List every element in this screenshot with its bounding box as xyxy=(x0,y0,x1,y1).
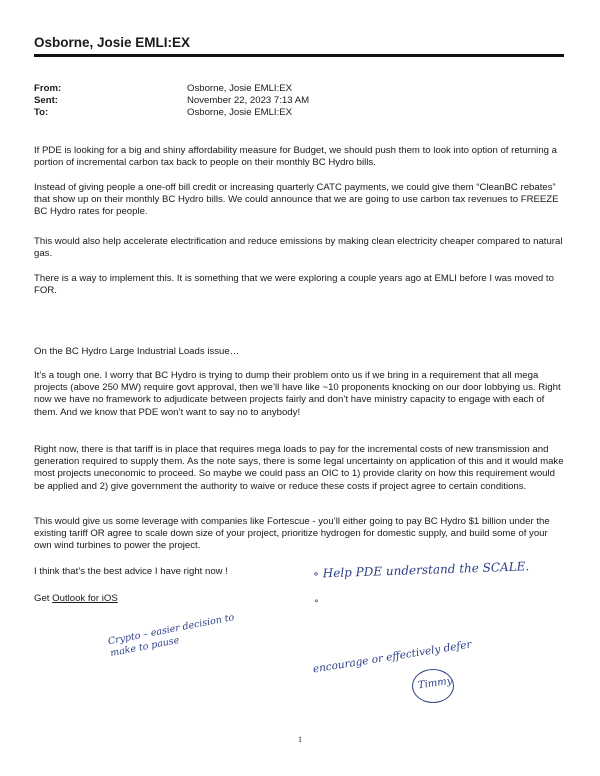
body-paragraph: On the BC Hydro Large Industrial Loads issue… xyxy=(34,346,240,357)
header-value: November 22, 2023 7:13 AM xyxy=(187,95,310,106)
signature-line xyxy=(34,593,234,605)
handwritten-note: ∘ Help PDE understand the SCALE. xyxy=(312,559,530,581)
header-value: Osborne, Josie EMLI:EX xyxy=(187,83,293,94)
page-number: 1 xyxy=(298,735,302,744)
body-paragraph: Instead of giving people a one-off bill credit or increasing quarterly CATC payments, we could give them “CleanBC rebates” that show up on their monthly BC Hydro bills. We could announce that we are going to use carbon tax revenues to FREEZE BC Hydro rates for people. xyxy=(34,182,559,218)
header-row-sent xyxy=(34,95,574,107)
body-paragraph: It’s a tough one. I worry that BC Hydro is trying to dump their problem onto us if we bring in a requirement that all mega projects (above 250 MW) require govt approval, then we’ll have like ~10 proponents knocking on our door lobbying us. Right now we have no framework to adjudicate between projects fairly and don’t have ministry capacity to engage with each of them. And we know that PDE won’t want to say no to anybody! xyxy=(34,370,561,418)
header-row-to xyxy=(34,107,574,119)
outlook-ios-link[interactable]: Outlook for iOS xyxy=(52,593,118,604)
body-paragraph: I think that’s the best advice I have right now ! xyxy=(34,566,228,577)
header-key: Sent: xyxy=(34,95,58,106)
handwritten-initials-circle xyxy=(412,669,454,703)
body-paragraph: This would also help accelerate electrification and reduce emissions by making clean electricity cheaper compared to natural gas. xyxy=(34,236,563,260)
signature-prefix: Get xyxy=(34,593,53,604)
body-paragraph: Right now, there is that tariff is in place that requires mega loads to pay for the incremental costs of new transmission and generation required to supply them. As the note says, there is some legal uncertainty on application of this and it would make most projects uneconomic to proceed. So maybe we could pass an OIC to 1) provide clarity on how this requirement would be applied and 2) give government the authority to waive or reduce these costs if project agree to certain conditions. xyxy=(34,444,564,492)
handwritten-initials: Timmy xyxy=(417,675,454,692)
header-key: From: xyxy=(34,83,62,94)
header-row-from xyxy=(34,83,574,95)
header-value: Osborne, Josie EMLI:EX xyxy=(187,107,293,118)
body-paragraph: If PDE is looking for a big and shiny affordability measure for Budget, we should push them to look into option of returning a portion of incremental carbon tax back to people on their monthly BC Hydro bills. xyxy=(34,145,557,169)
handwritten-note: Crypto – easier decision to make to pause xyxy=(107,612,236,660)
heading-divider xyxy=(34,54,564,57)
sender-heading: Osborne, Josie EMLI:EX xyxy=(34,35,191,50)
header-key: To: xyxy=(34,107,49,118)
handwritten-bullet: ∘ xyxy=(314,596,319,607)
body-paragraph: This would give us some leverage with companies like Fortescue - you’ll either going to pay BC Hydro $1 billion under the existing tariff OR agree to scale down size of your project, prioritize hydrogen for domestic supply, and build some of your own wind turbines to power the project. xyxy=(34,516,550,552)
body-paragraph: There is a way to implement this. It is something that we were exploring a couple years ago at EMLI before I was moved to FOR. xyxy=(34,273,554,297)
handwritten-note: encourage or effectively defer xyxy=(312,638,473,676)
